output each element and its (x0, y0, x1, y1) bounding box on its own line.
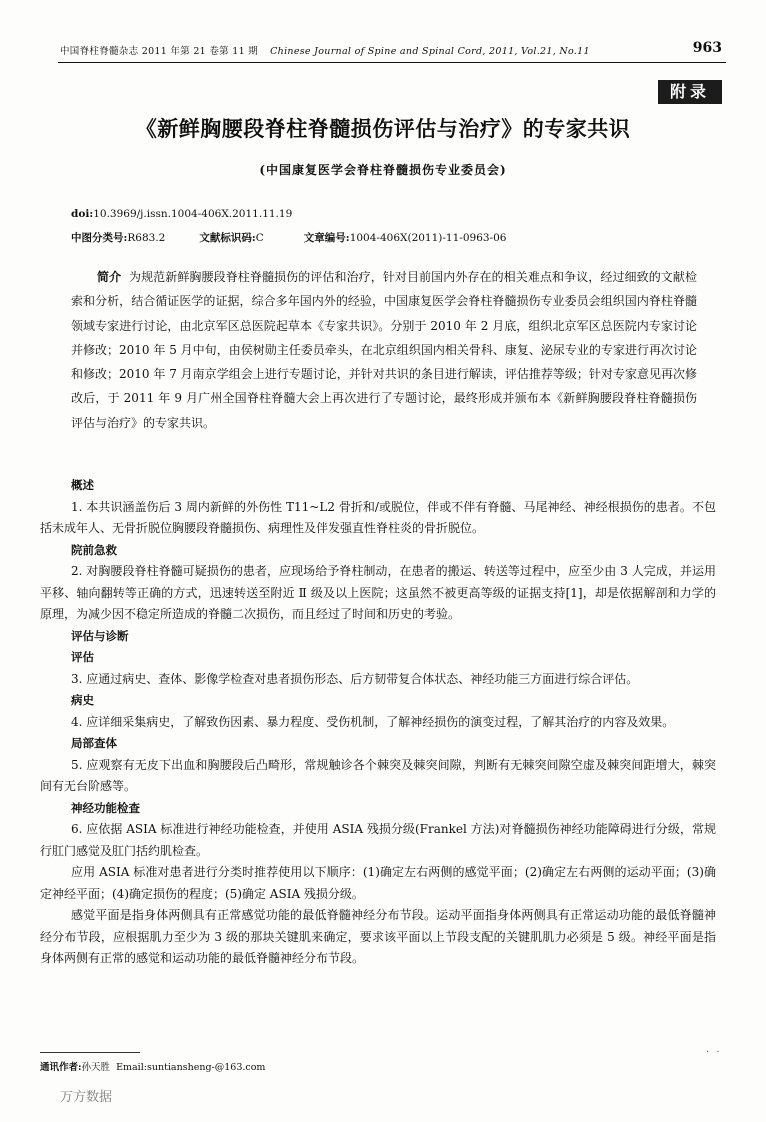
appendix-tag: 附录 (658, 80, 722, 104)
corner-mark: . . (706, 1044, 722, 1055)
article-no-value: 1004-406X(2011)-11-0963-06 (349, 232, 507, 244)
article-no-label: 文章编号: (303, 232, 350, 244)
clc-label: 中图分类号: (71, 232, 128, 244)
section-heading: 评估与诊断 (71, 628, 129, 643)
section-heading: 局部查体 (71, 736, 117, 750)
abstract (71, 265, 697, 435)
watermark: 万方数据 (60, 1090, 113, 1105)
email-value: suntiansheng-@163.com (146, 1062, 266, 1073)
journal-name-cn: 中国脊柱脊髓杂志 2011 年第 21 卷第 11 期 (60, 46, 259, 57)
body-paragraph: 1. 本共识涵盖伤后 3 周内新鲜的外伤性 T11~L2 骨折和/或脱位，伴或不伴有脊髓、马尾神经、神经根损伤的患者。不包括未成年人、无骨折脱位胸腰段脊髓损伤、病理性及伴发强直性脊柱炎的骨折脱位。 (40, 499, 716, 535)
running-header (60, 40, 722, 60)
page-number: 963 (692, 40, 722, 56)
abstract-label: 简介 (97, 270, 122, 284)
body-paragraph: 5. 应观察有无皮下出血和胸腰段后凸畸形，常规触诊各个棘突及棘突间隙，判断有无棘突间隙空虚及棘突间距增大，棘突间有无台阶感等。 (40, 757, 716, 793)
email-label: Email: (116, 1062, 147, 1073)
clc-value: R683.2 (127, 232, 166, 244)
doc-code-label: 文献标识码: (199, 232, 256, 244)
section-heading: 神经功能检查 (71, 800, 140, 815)
section-heading: 概述 (71, 478, 94, 492)
author-organization: (中国康复医学会脊柱脊髓损伤专业委员会) (259, 163, 507, 177)
doi-value: 10.3969/j.issn.1004-406X.2011.11.19 (93, 208, 293, 220)
body-paragraph: 3. 应通过病史、查体、影像学检查对患者损伤形态、后方韧带复合体状态、神经功能三方面进行综合评估。 (71, 671, 639, 686)
abstract-text: 为规范新鲜胸腰段脊柱脊髓损伤的评估和治疗，针对目前国内外存在的相关难点和争议，经过细致的文献检索和分析，结合循证医学的证据，综合多年国内外的经验，中国康复医学会脊柱脊髓损伤专业委员会组织国内脊柱脊髓领域专家进行讨论，由北京军区总医院起草本《专家共识》。分别于 2010 年 2 月底，组织北京军区总医院内专家讨论并修改；2010 年 5 月中旬，由侯树勋主任委员牵头，在北京组织国内相关骨科、康复、泌尿专业的专家进行再次讨论和修改；2010 年 7 月南京学组会上进行专题讨论，并针对共识的条目进行解读，评估推荐等级；针对专家意见再次修改后，于 2011 年 9 月广州全国脊柱脊髓大会上再次进行了专题讨论，最终形成并颁布本《新鲜胸腰段脊柱脊髓损伤评估与治疗》的专家共识。 (71, 270, 697, 430)
classification-line (71, 230, 506, 245)
journal-name-en: Chinese Journal of Spine and Spinal Cord, 2011, Vol.21, No.11 (270, 46, 590, 57)
header-rule (58, 62, 726, 63)
section-heading: 评估 (71, 650, 94, 664)
body-paragraph: 感觉平面是指身体两侧具有正常感觉功能的最低脊髓神经分布节段。运动平面指身体两侧具有正常运动功能的最低脊髓神经分布节段，应根据肌力至少为 3 级的那块关键肌来确定，要求该平面以上节段支配的关键肌肌力必须是 5 级。神经平面是指身体两侧有正常的感觉和运动功能的最低脊髓神经分布节段。 (40, 908, 716, 965)
doi-label: doi: (71, 208, 94, 220)
article-body (40, 475, 716, 970)
body-paragraph: 2. 对胸腰段脊柱脊髓可疑损伤的患者，应现场给予脊柱制动，在患者的搬运、转送等过程中，应至少由 3 人完成，并运用平移、轴向翻转等正确的方式，迅速转送至附近 Ⅱ 级及以上医院；这虽然不被更高等级的证据支持[1]，却是依据解剖和力学的原理，为减少因不稳定所造成的脊髓二次损伤，而且经过了时间和历史的考验。 (40, 564, 716, 621)
doc-code-value: C (255, 232, 264, 244)
journal-citation (60, 43, 590, 57)
doi-line (71, 208, 292, 220)
body-paragraph: 应用 ASIA 标准对患者进行分类时推荐使用以下顺序：(1)确定左右两侧的感觉平面；(2)确定左右两侧的运动平面；(3)确定神经平面；(4)确定损伤的程度；(5)确定 ASIA 残损分级。 (40, 865, 716, 901)
corresponding-author: 孙天胜 (81, 1062, 111, 1073)
body-paragraph: 4. 应详细采集病史，了解致伤因素、暴力程度、受伤机制，了解神经损伤的演变过程，了解其治疗的内容及效果。 (71, 714, 675, 729)
section-heading: 病史 (71, 693, 94, 707)
footnote (40, 1059, 265, 1073)
section-heading: 院前急救 (71, 542, 117, 557)
footnote-rule (40, 1052, 140, 1053)
footnote-label: 通讯作者: (40, 1062, 82, 1073)
article-title: 《新鲜胸腰段脊柱脊髓损伤评估与治疗》的专家共识 (135, 116, 631, 141)
body-paragraph: 6. 应依据 ASIA 标准进行神经功能检查，并使用 ASIA 残损分级(Frankel 方法)对脊髓损伤神经功能障碍进行分级，常规行肛门感觉及肛门括约肌检查。 (40, 822, 716, 858)
